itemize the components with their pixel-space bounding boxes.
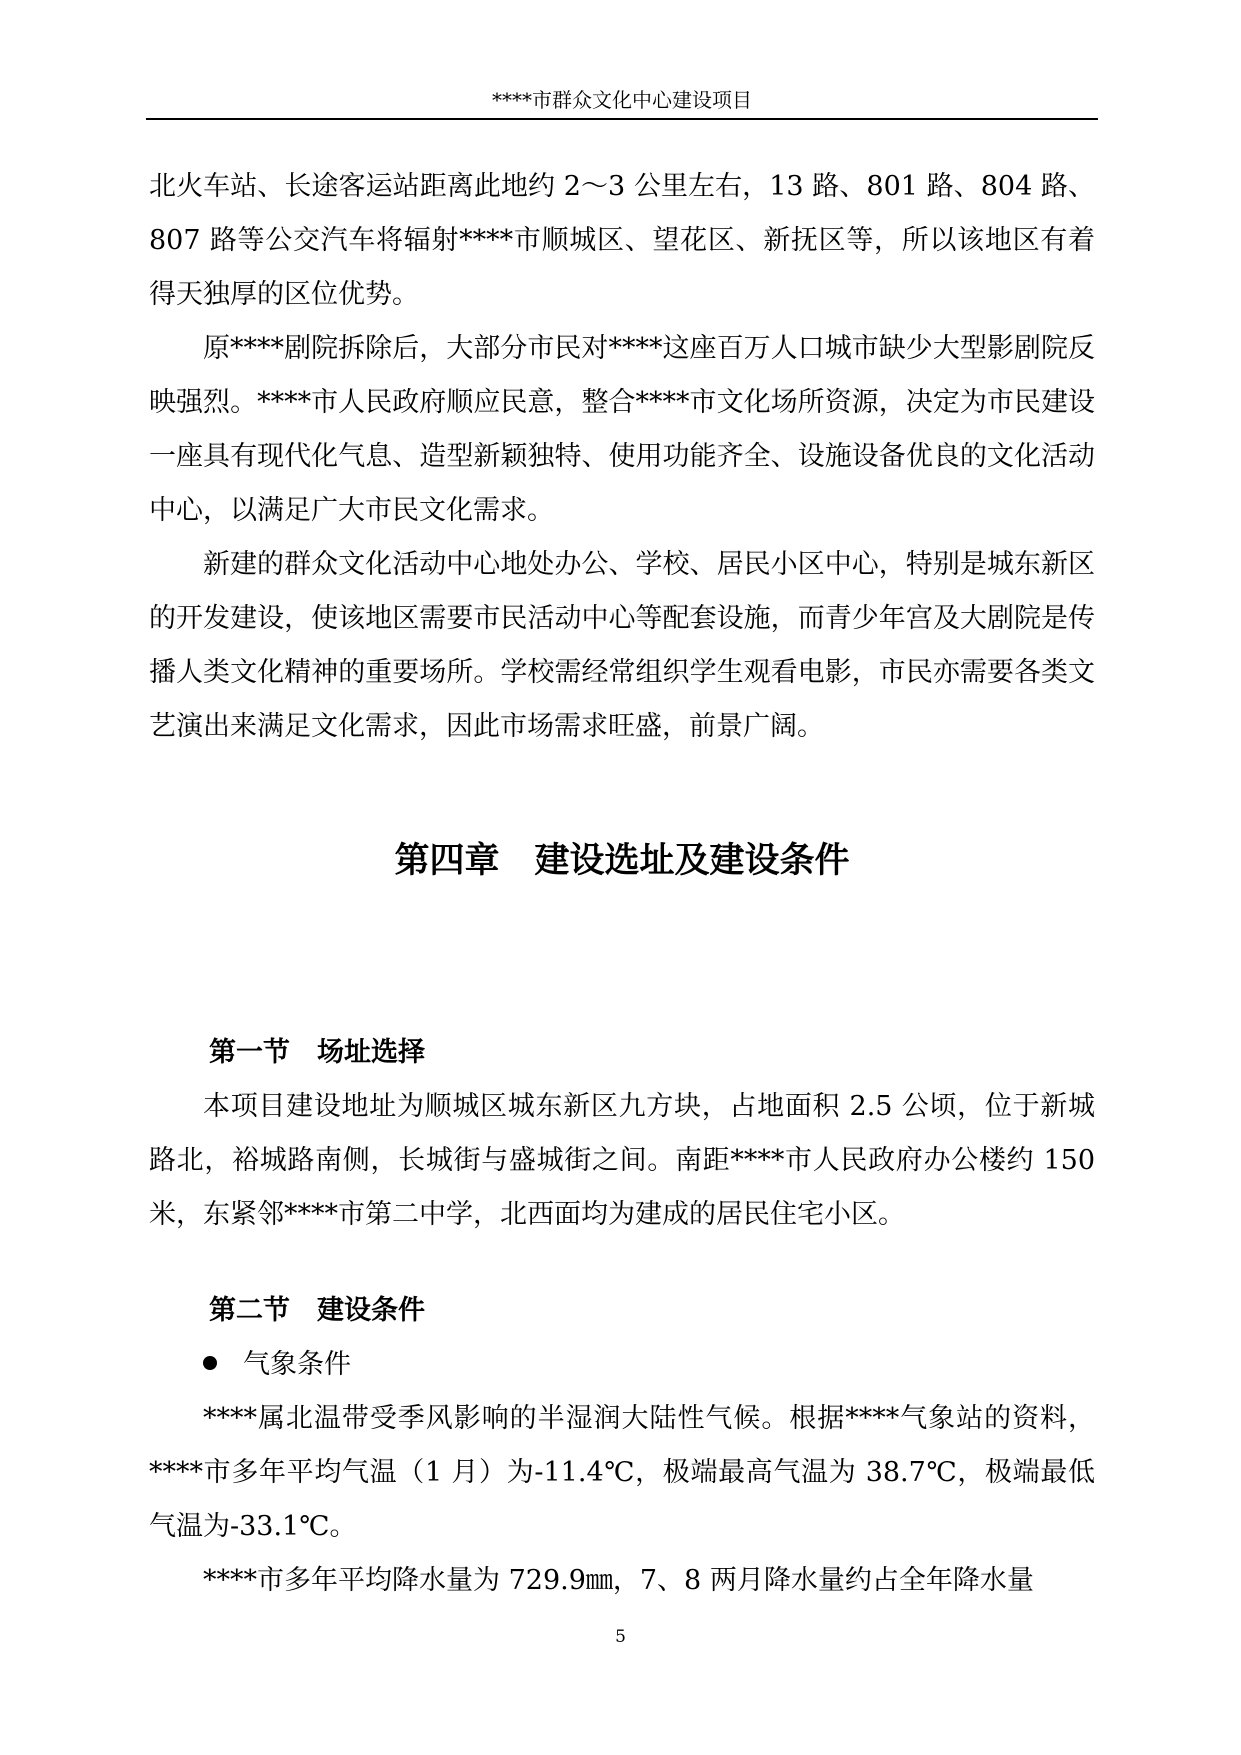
section-2-body	[149, 1392, 1095, 1608]
header-rule	[146, 118, 1098, 120]
intro-paragraph-3: 新建的群众文化活动中心地处办公、学校、居民小区中心，特别是城东新区的开发建设，使该地区需要市民活动中心等配套设施，而青少年宫及大剧院是传播人类文化精神的重要场所。学校需经常组织学生观看电影，市民亦需要各类文艺演出来满足文化需求，因此市场需求旺盛，前景广阔。	[149, 549, 1095, 742]
page-number: 5	[615, 1627, 626, 1647]
section-2-paragraph-2: ****市多年平均降水量为 729.9㎜，7、8 两月降水量约占全年降水量	[203, 1565, 1034, 1596]
bullet-dot-icon	[203, 1356, 217, 1370]
chapter-title: 第四章 建设选址及建设条件	[394, 841, 850, 881]
intro-section	[149, 160, 1095, 754]
section-2-title: 第二节 建设条件	[209, 1295, 425, 1326]
intro-paragraph-1: 北火车站、长途客运站距离此地约 2～3 公里左右，13 路、801 路、804 路、807 路等公交汽车将辐射****市顺城区、望花区、新抚区等，所以该地区有着得天独厚的区位优势。	[149, 171, 1095, 310]
running-header: ****市群众文化中心建设项目	[492, 88, 752, 112]
bullet-item	[203, 1338, 351, 1392]
bullet-label: 气象条件	[243, 1349, 351, 1380]
section-2-paragraph-1: ****属北温带受季风影响的半湿润大陆性气候。根据****气象站的资料，****市多年平均气温（1 月）为-11.4℃，极端最高气温为 38.7℃，极端最低气温为-33.1℃。	[149, 1403, 1095, 1542]
section-1-body	[149, 1080, 1095, 1242]
section-1-paragraph: 本项目建设地址为顺城区城东新区九方块，占地面积 2.5 公顷，位于新城路北，裕城路南侧，长城街与盛城街之间。南距****市人民政府办公楼约 150 米，东紧邻****市第二中学，北西面均为建成的居民住宅小区。	[149, 1091, 1095, 1230]
intro-paragraph-2: 原****剧院拆除后，大部分市民对****这座百万人口城市缺少大型影剧院反映强烈。****市人民政府顺应民意，整合****市文化场所资源，决定为市民建设一座具有现代化气息、造型新颖独特、使用功能齐全、设施设备优良的文化活动中心，以满足广大市民文化需求。	[149, 333, 1095, 526]
section-1-title: 第一节 场址选择	[209, 1037, 425, 1068]
